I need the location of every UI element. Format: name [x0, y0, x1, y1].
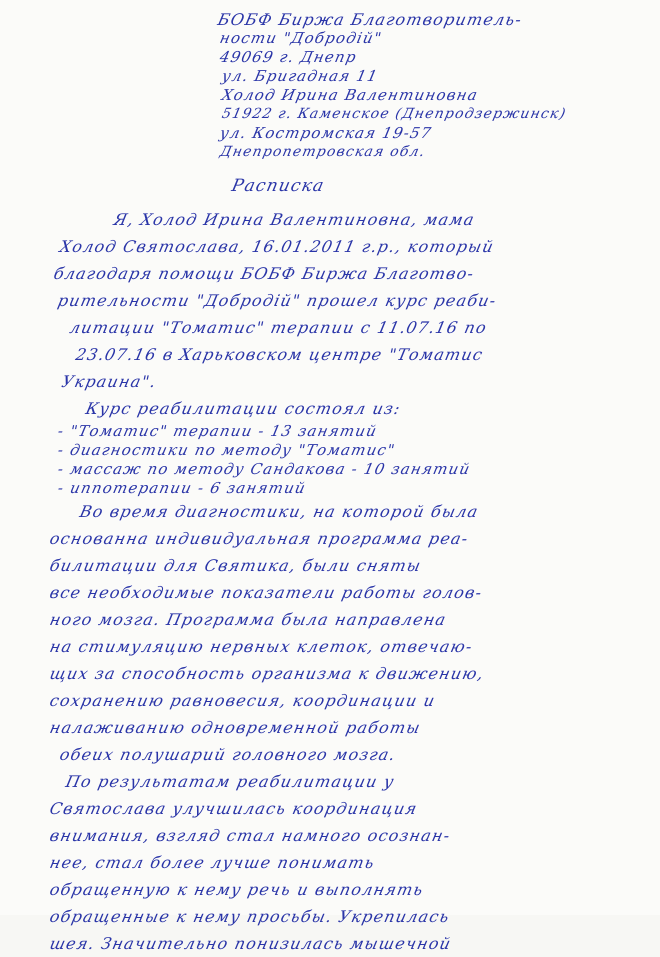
list-item: - иппотерапии - 6 занятий — [56, 479, 308, 497]
text-line: обращенные к нему просьбы. Укрепилась — [47, 907, 452, 926]
list-item: - массаж по методу Сандакова - 10 занятий — [56, 460, 473, 478]
text-line: шея. Значительно понизилась мышечной — [47, 934, 454, 953]
text-line: Святослава улучшилась координация — [47, 799, 420, 818]
address-header — [215, 10, 648, 162]
text-line: Во время диагностики, на которой была — [77, 502, 481, 521]
text-line: Я, Холод Ирина Валентиновна, мама — [111, 210, 477, 229]
header-line: Днепропетровская обл. — [218, 144, 428, 160]
text-line: обеих полушарий головного мозга. — [57, 745, 398, 764]
list-item: - диагностики по методу "Томатис" — [56, 441, 398, 459]
text-line: ного мозга. Программа была направлена — [47, 610, 449, 629]
receipt-text — [47, 206, 640, 957]
text-line: рительности "Добродій" прошел курс реаби- — [55, 291, 499, 310]
text-line: все необходимые показатели работы голов- — [47, 583, 485, 602]
text-line: на стимуляцию нервных клеток, отвечаю- — [47, 637, 475, 656]
text-line: литации "Томатис" терапии с 11.07.16 по — [67, 318, 489, 337]
text-line: нее, стал более лучше понимать — [47, 853, 377, 872]
text-line: Холод Святослава, 16.01.2011 г.р., который — [57, 237, 497, 256]
header-line: 51922 г. Каменское (Днепродзержинск) — [220, 106, 568, 122]
text-line: По результатам реабилитации у — [63, 772, 397, 791]
document-title: Расписка — [229, 176, 327, 196]
header-line: БОБФ Биржа Благотворитель- — [215, 10, 525, 29]
text-line: билитации для Святика, были сняты — [47, 556, 424, 575]
header-line: Холод Ирина Валентиновна — [220, 86, 480, 104]
header-line: ности "Добродій" — [218, 29, 384, 47]
text-line: обращенную к нему речь и выполнять — [47, 880, 426, 899]
text-line: благодаря помощи БОБФ Биржа Благотво- — [51, 264, 477, 283]
header-line: ул. Костромская 19-57 — [218, 124, 434, 142]
text-line: основанна индивидуальная программа реа- — [47, 529, 471, 548]
text-line: внимания, взгляд стал намного осознан- — [47, 826, 453, 845]
text-line: 23.07.16 в Харьковском центре "Томатис — [73, 345, 486, 364]
text-line: налаживанию одновременной работы — [47, 718, 423, 737]
text-line: сохранению равновесия, координации и — [47, 691, 438, 710]
text-line: Украина". — [59, 372, 159, 391]
text-line: щих за способность организма к движению, — [47, 664, 487, 683]
header-line: ул. Бригадная 11 — [220, 67, 380, 85]
list-item: - "Томатис" терапии - 13 занятий — [56, 422, 380, 440]
header-line: 49069 г. Днепр — [218, 48, 359, 66]
text-line: Курс реабилитации состоял из: — [83, 399, 403, 418]
